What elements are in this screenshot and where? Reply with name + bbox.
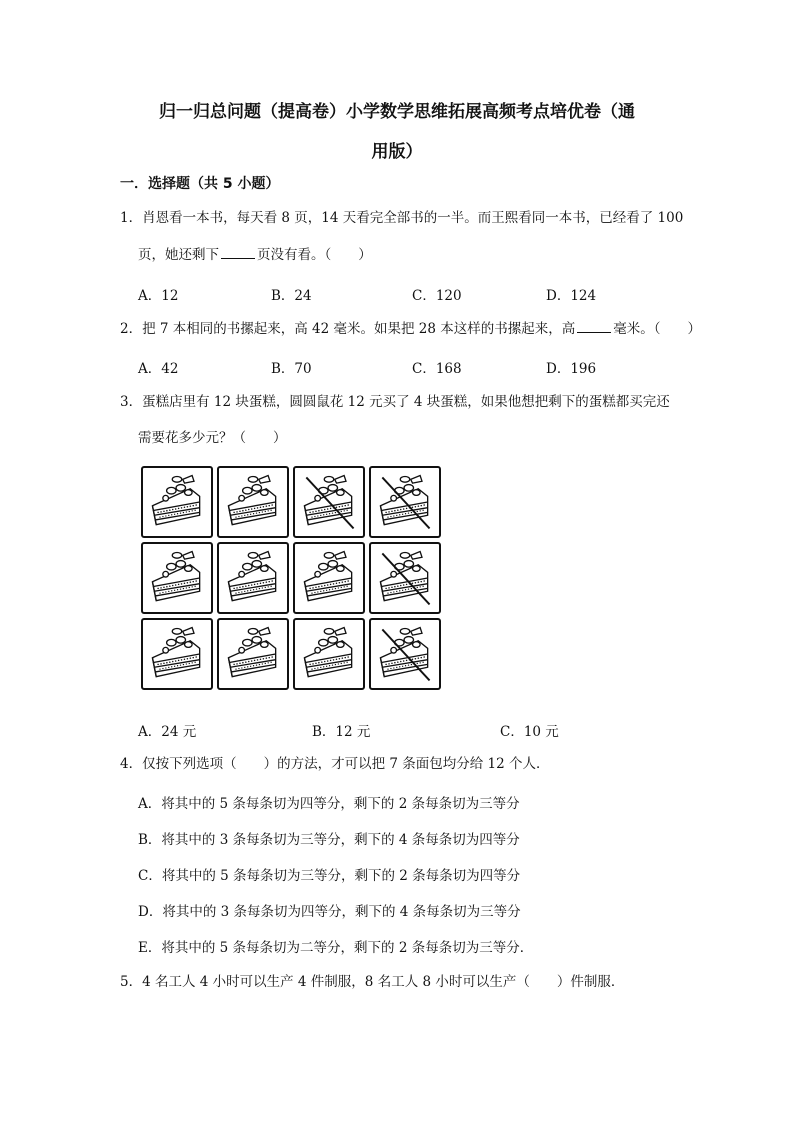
title-line-2: 用版） — [371, 142, 423, 162]
option-a[interactable]: A．42 — [138, 361, 179, 377]
title-line-1: 归一归总问题（提高卷）小学数学思维拓展高频考点培优卷（通 — [159, 102, 635, 122]
question-3-line-2: 需要花多少元？（ ） — [138, 430, 287, 446]
option-d[interactable]: D．将其中的 3 条每条切为四等分，剩下的 4 条每条切为三等分 — [138, 904, 521, 920]
cake-picture — [217, 466, 289, 538]
question-5: 5．4 名工人 4 小时可以生产 4 件制服，8 名工人 8 小时可以生产（ ）件制服． — [120, 974, 625, 990]
cake-picture — [217, 542, 289, 614]
question-1 — [120, 208, 683, 265]
question-2: 2．把 7 本相同的书摞起来，高 42 毫米。如果把 28 本这样的书摞起来，高 毫米。（ ） — [120, 318, 701, 339]
question-3 — [120, 392, 670, 448]
option-a[interactable]: A．将其中的 5 条每条切为四等分，剩下的 2 条每条切为三等分 — [138, 796, 520, 812]
cake-picture — [293, 618, 365, 690]
question-3-line-1: 3．蛋糕店里有 12 块蛋糕，圆圆鼠花 12 元买了 4 块蛋糕，如果他想把剩下的蛋糕都买完还 — [120, 394, 670, 410]
option-a[interactable]: A．12 — [138, 288, 179, 304]
option-a[interactable]: A．24 元 — [138, 724, 197, 740]
option-b[interactable]: B．12 元 — [312, 724, 371, 740]
option-b[interactable]: B．70 — [271, 361, 312, 377]
option-b[interactable]: B．24 — [271, 288, 312, 304]
cake-picture — [141, 466, 213, 538]
option-d[interactable]: D．124 — [546, 288, 597, 304]
option-c[interactable]: C．10 元 — [500, 724, 559, 740]
option-d[interactable]: D．196 — [546, 361, 597, 377]
cake-crossed-out — [369, 542, 441, 614]
option-c[interactable]: C．168 — [412, 361, 462, 377]
section-heading: 一．选择题（共 5 小题） — [120, 176, 280, 192]
cake-picture — [217, 618, 289, 690]
question-1-line-2: 页，她还剩下 页没有看。（ ） — [120, 244, 683, 265]
question-1-line-1: 1．肖恩看一本书，每天看 8 页，14 天看完全部书的一半。而王熙看同一本书，已经看了 100 — [120, 210, 684, 226]
answer-blank[interactable] — [577, 318, 611, 333]
cake-picture — [141, 618, 213, 690]
option-c[interactable]: C．120 — [412, 288, 462, 304]
option-b[interactable]: B．将其中的 3 条每条切为三等分，剩下的 4 条每条切为四等分 — [138, 832, 520, 848]
cake-crossed-out — [369, 618, 441, 690]
cake-picture — [293, 542, 365, 614]
option-e[interactable]: E．将其中的 5 条每条切为二等分，剩下的 2 条每条切为三等分． — [138, 940, 534, 956]
answer-blank[interactable] — [221, 244, 255, 259]
cake-picture — [141, 542, 213, 614]
cake-crossed-out — [369, 466, 441, 538]
option-c[interactable]: C．将其中的 5 条每条切为三等分，剩下的 2 条每条切为四等分 — [138, 868, 521, 884]
question-4: 4．仅按下列选项（ ）的方法，才可以把 7 条面包均分给 12 个人． — [120, 756, 550, 772]
document-title — [100, 92, 694, 172]
cake-crossed-out — [293, 466, 365, 538]
cake-grid — [141, 466, 447, 698]
